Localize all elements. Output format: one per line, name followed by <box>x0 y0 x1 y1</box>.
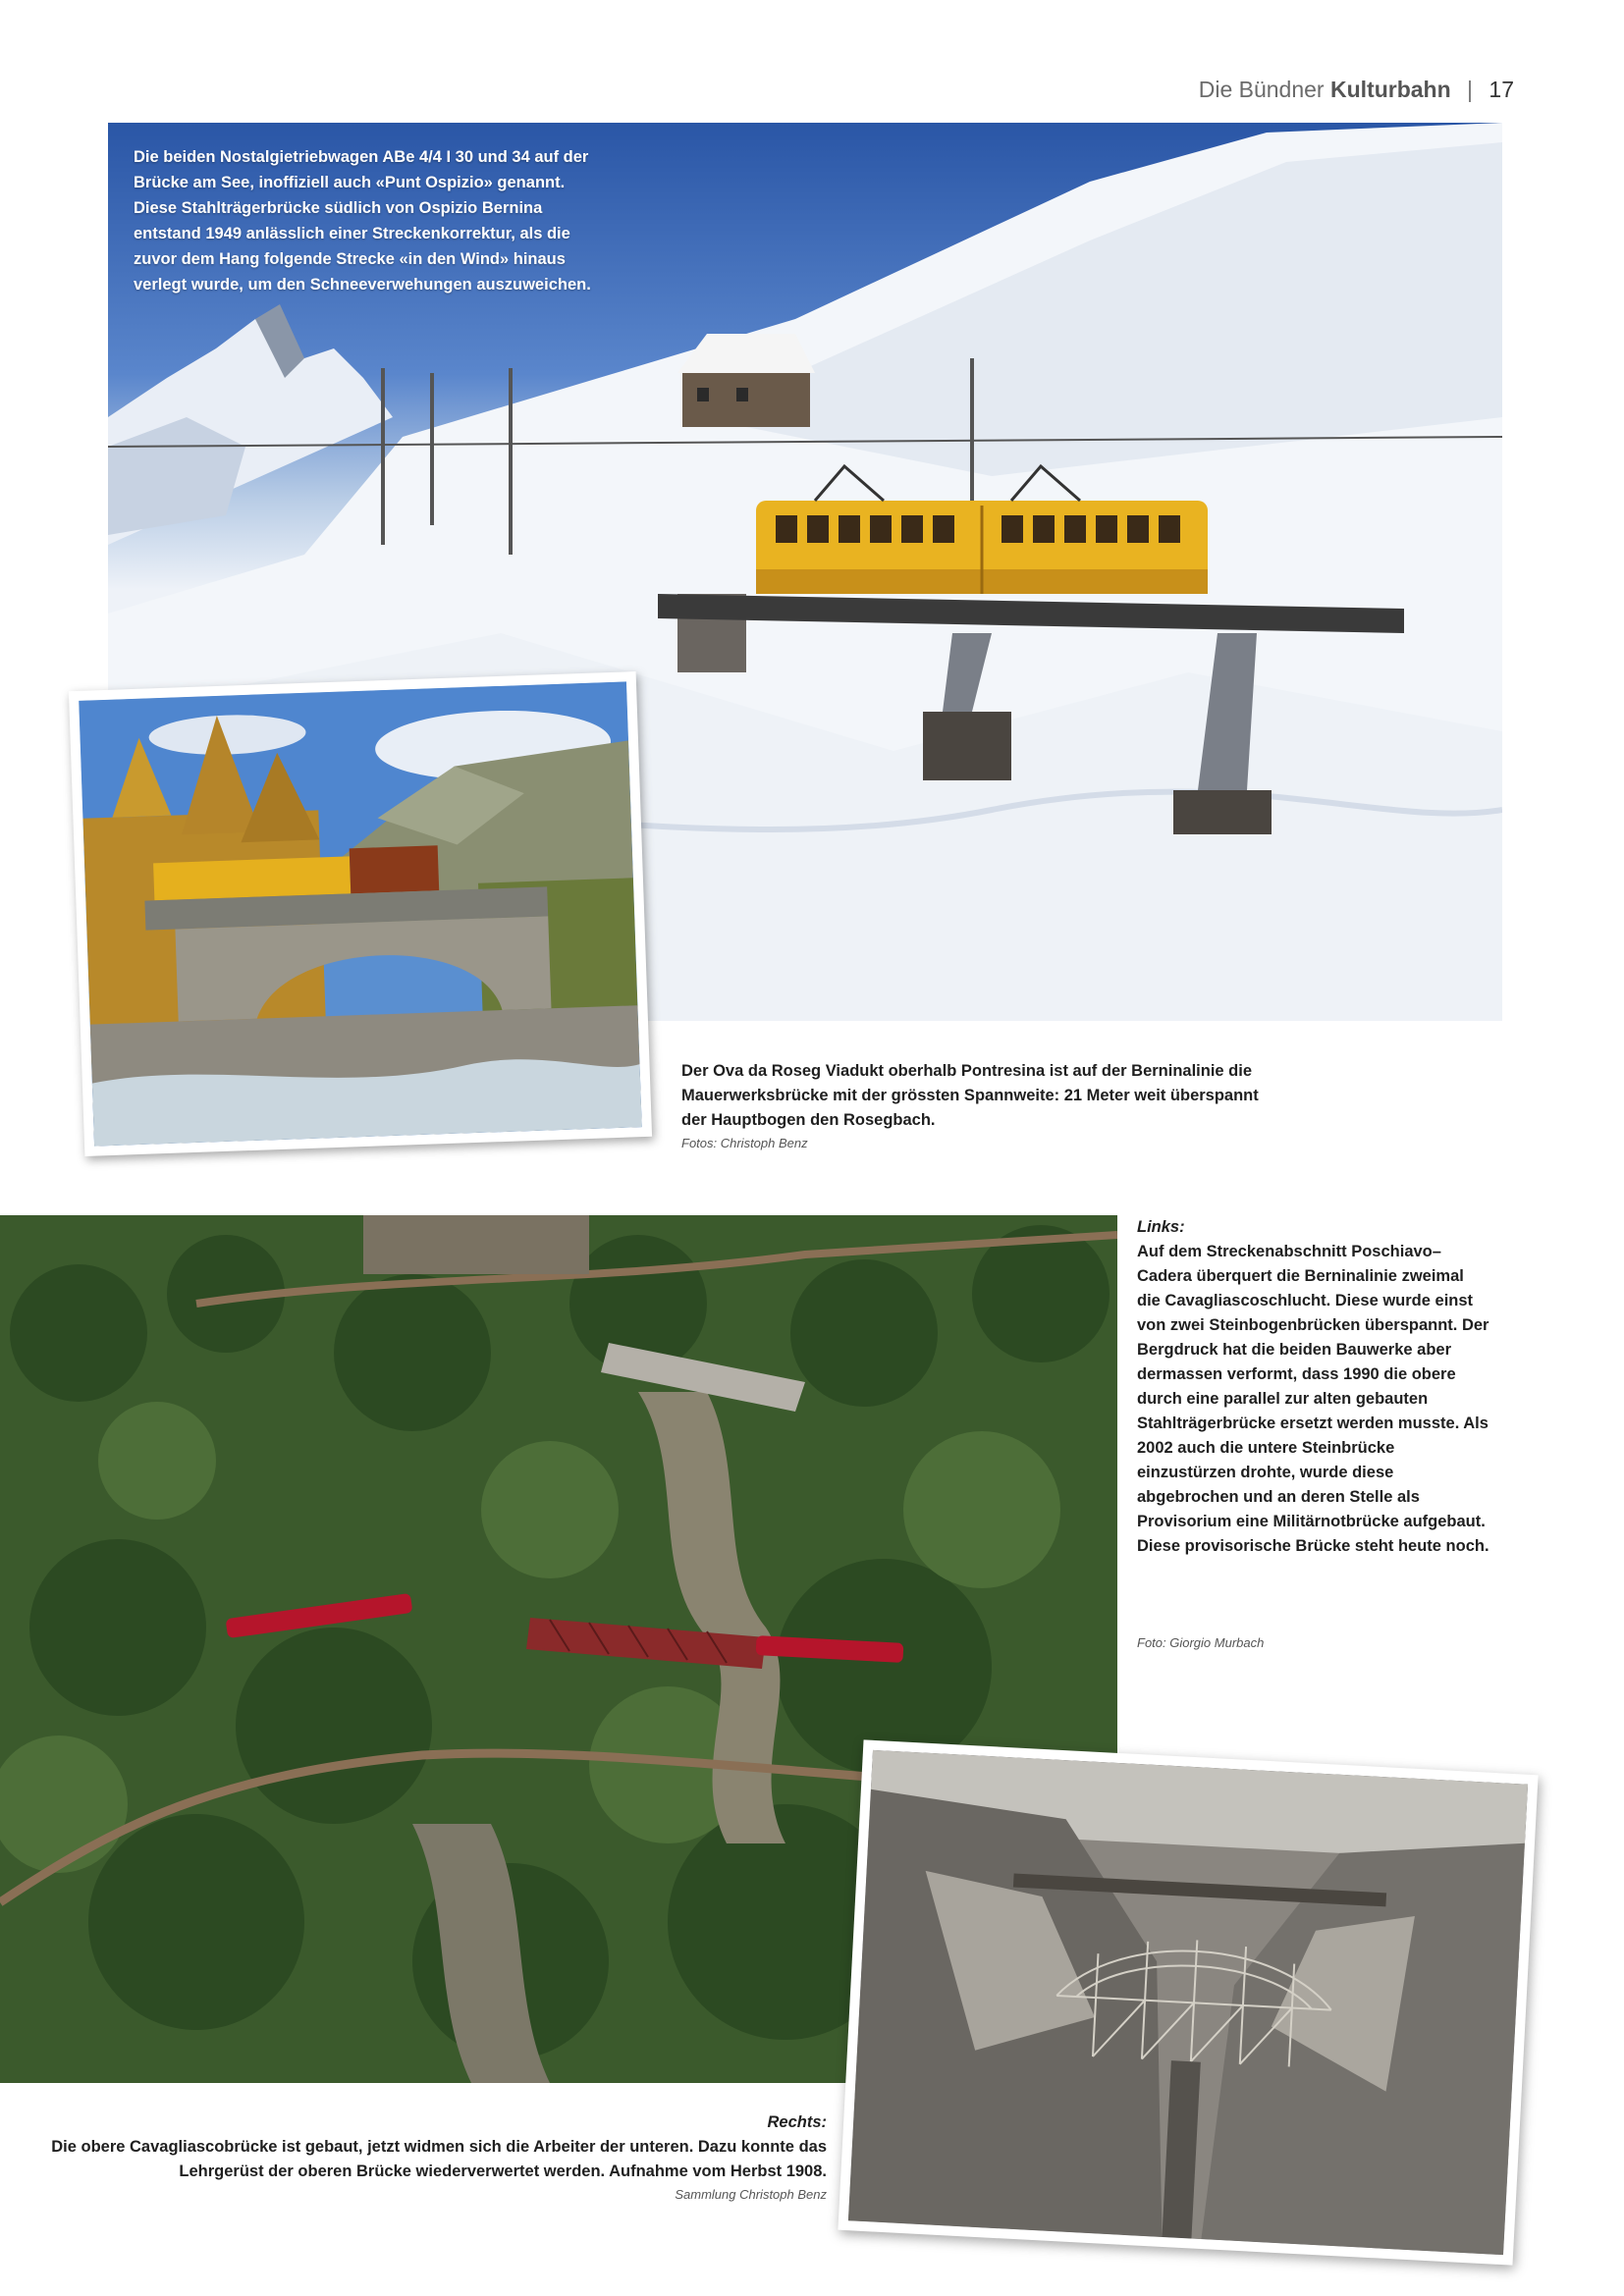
historical-photo <box>848 1750 1528 2255</box>
header-separator: | <box>1467 77 1474 102</box>
page-number: 17 <box>1489 77 1514 102</box>
header-title-regular: Die Bündner <box>1198 77 1325 102</box>
historical-caption-heading: Rechts: <box>767 2113 827 2131</box>
historical-photo-caption <box>39 2110 827 2184</box>
historical-caption-text: Die obere Cavagliascobrücke ist gebaut, jetzt widmen sich die Arbeiter der unteren. Dazu konnte das Lehrgerüst der oberen Brücke wiederverwertet werden. Aufnahme vom Herbst 1908. <box>51 2138 827 2180</box>
forest-photo-credit: Foto: Giorgio Murbach <box>1137 1635 1265 1650</box>
forest-photo-caption <box>1137 1215 1490 1559</box>
forest-caption-heading: Links: <box>1137 1218 1185 1236</box>
header-title-bold: Kulturbahn <box>1329 77 1451 102</box>
forest-caption-text: Auf dem Streckenabschnitt Poschiavo–Cadera überquert die Berninalinie zweimal die Cavagliascoschlucht. Diese wurde einst von zwei Steinbogenbrücken überspannt. Der Bergdruck hat die beiden Bauwerke aber dermassen verformt, dass 1990 die obere durch eine parallel zur alten gebauten Stahlträgerbrücke ersetzt werden musste. Als 2002 auch die untere Steinbrücke einzustürzen drohte, wurde diese abgebrochen und an deren Stelle als Provisorium eine Militärnotbrücke aufgebaut. Diese provisorische Brücke steht heute noch. <box>1137 1243 1489 1555</box>
viaduct-photo-frame <box>69 671 652 1156</box>
viaduct-photo <box>79 681 642 1146</box>
viaduct-photo-caption: Der Ova da Roseg Viadukt oberhalb Pontresina ist auf der Berninalinie die Mauerwerksbrücke mit der grössten Spannweite: 21 Meter weit überspannt der Hauptbogen den Rosegbach. <box>681 1062 1259 1129</box>
historical-photo-frame <box>838 1739 1538 2265</box>
historical-photo-credit: Sammlung Christoph Benz <box>675 2187 827 2202</box>
running-header <box>1199 77 1514 103</box>
viaduct-photo-credit: Fotos: Christoph Benz <box>681 1136 808 1150</box>
snow-photo-caption: Die beiden Nostalgietriebwagen ABe 4/4 I 30 und 34 auf der Brücke am See, inoffiziell auch «Punt Ospizio» genannt. Diese Stahlträgerbrücke südlich von Ospizio Bernina entstand 1949 anlässlich einer Streckenkorrektur, als die zuvor dem Hang folgende Strecke «in den Wind» hinaus verlegt wurde, um den Schneeverwehungen auszuweichen. <box>134 148 591 294</box>
